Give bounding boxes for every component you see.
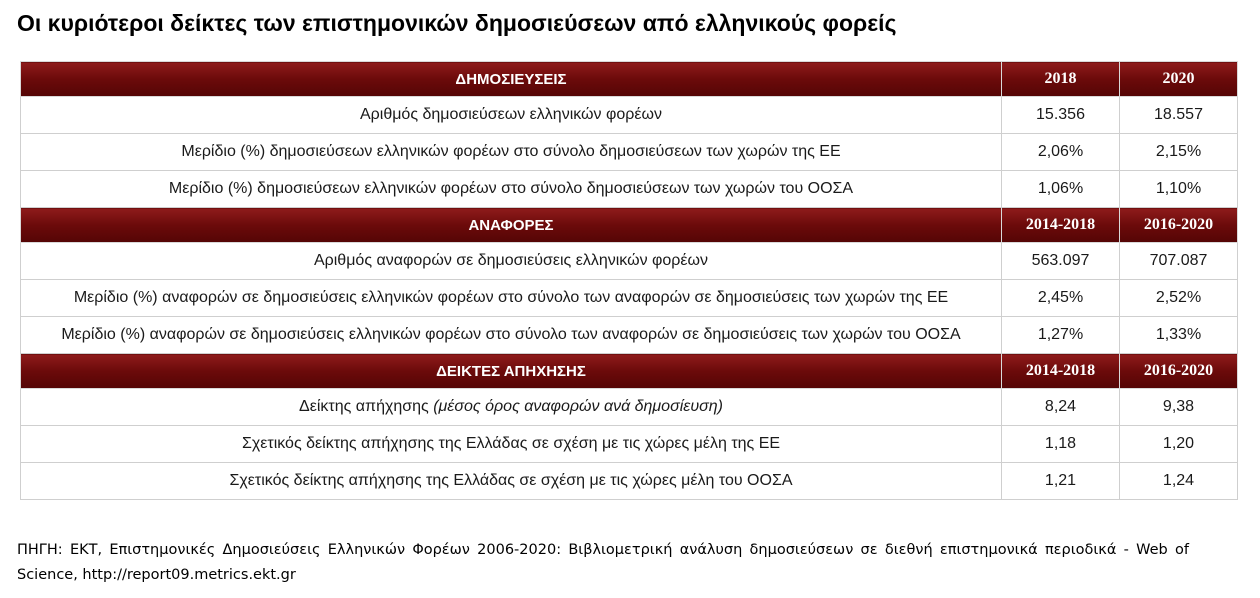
row-label: Σχετικός δείκτης απήχησης της Ελλάδας σε σχέση με τις χώρες μέλη της ΕΕ: [21, 426, 1002, 463]
indicators-table: [20, 61, 1238, 500]
column-period-1: 2014-2018: [1002, 208, 1120, 243]
row-value-1: 563.097: [1002, 243, 1120, 280]
section-header-impact: [21, 354, 1238, 389]
row-value-2: 1,10%: [1120, 171, 1238, 208]
table-row: [21, 171, 1238, 208]
row-value-2: 9,38: [1120, 389, 1238, 426]
table-row: [21, 426, 1238, 463]
row-value-1: 1,21: [1002, 463, 1120, 500]
column-year-2: 2020: [1120, 62, 1238, 97]
table-row: [21, 243, 1238, 280]
row-value-2: 2,15%: [1120, 134, 1238, 171]
column-year-1: 2018: [1002, 62, 1120, 97]
row-value-1: 1,06%: [1002, 171, 1120, 208]
column-period-2: 2016-2020: [1120, 354, 1238, 389]
table-row: [21, 317, 1238, 354]
table-row: [21, 463, 1238, 500]
row-value-2: 2,52%: [1120, 280, 1238, 317]
row-label: Μερίδιο (%) αναφορών σε δημοσιεύσεις ελληνικών φορέων στο σύνολο των αναφορών σε δημοσιεύσεις των χωρών της ΕΕ: [21, 280, 1002, 317]
row-label: [21, 389, 1002, 426]
section-title: ΔΗΜΟΣΙΕΥΣΕΙΣ: [21, 62, 1002, 97]
table-row: [21, 280, 1238, 317]
row-value-2: 1,33%: [1120, 317, 1238, 354]
section-title: ΔΕΙΚΤΕΣ ΑΠΗΧΗΣΗΣ: [21, 354, 1002, 389]
row-label-note: (μέσος όρος αναφορών ανά δημοσίευση): [433, 398, 723, 415]
column-period-1: 2014-2018: [1002, 354, 1120, 389]
section-title: ΑΝΑΦΟΡΕΣ: [21, 208, 1002, 243]
row-value-1: 15.356: [1002, 97, 1120, 134]
row-label: Μερίδιο (%) αναφορών σε δημοσιεύσεις ελληνικών φορέων στο σύνολο των αναφορών σε δημοσιεύσεις των χωρών του ΟΟΣΑ: [21, 317, 1002, 354]
column-period-2: 2016-2020: [1120, 208, 1238, 243]
row-value-1: 8,24: [1002, 389, 1120, 426]
row-value-1: 1,18: [1002, 426, 1120, 463]
table-row: [21, 134, 1238, 171]
row-value-1: 2,06%: [1002, 134, 1120, 171]
row-label: Αριθμός αναφορών σε δημοσιεύσεις ελληνικών φορέων: [21, 243, 1002, 280]
row-label: Αριθμός δημοσιεύσεων ελληνικών φορέων: [21, 97, 1002, 134]
source-note: ΠΗΓΗ: ΕΚΤ, Επιστημονικές Δημοσιεύσεις Ελληνικών Φορέων 2006-2020: Βιβλιομετρική ανάλυση δημοσιεύσεων σε διεθνή επιστημονικά περιοδικά - Web of Science, http://report09.metrics.ekt.gr: [17, 542, 1189, 583]
table-row: [21, 97, 1238, 134]
row-label-text: Δείκτης απήχησης: [299, 398, 429, 415]
row-label: Σχετικός δείκτης απήχησης της Ελλάδας σε σχέση με τις χώρες μέλη του ΟΟΣΑ: [21, 463, 1002, 500]
row-value-2: 1,20: [1120, 426, 1238, 463]
row-value-1: 2,45%: [1002, 280, 1120, 317]
row-value-2: 707.087: [1120, 243, 1238, 280]
row-value-1: 1,27%: [1002, 317, 1120, 354]
section-header-citations: [21, 208, 1238, 243]
table-row: [21, 389, 1238, 426]
section-header-publications: [21, 62, 1238, 97]
row-value-2: 18.557: [1120, 97, 1238, 134]
row-label: Μερίδιο (%) δημοσιεύσεων ελληνικών φορέων στο σύνολο δημοσιεύσεων των χωρών της ΕΕ: [21, 134, 1002, 171]
page-title: Οι κυριότεροι δείκτες των επιστημονικών δημοσιεύσεων από ελληνικούς φορείς: [17, 10, 897, 36]
row-label: Μερίδιο (%) δημοσιεύσεων ελληνικών φορέων στο σύνολο δημοσιεύσεων των χωρών του ΟΟΣΑ: [21, 171, 1002, 208]
row-value-2: 1,24: [1120, 463, 1238, 500]
